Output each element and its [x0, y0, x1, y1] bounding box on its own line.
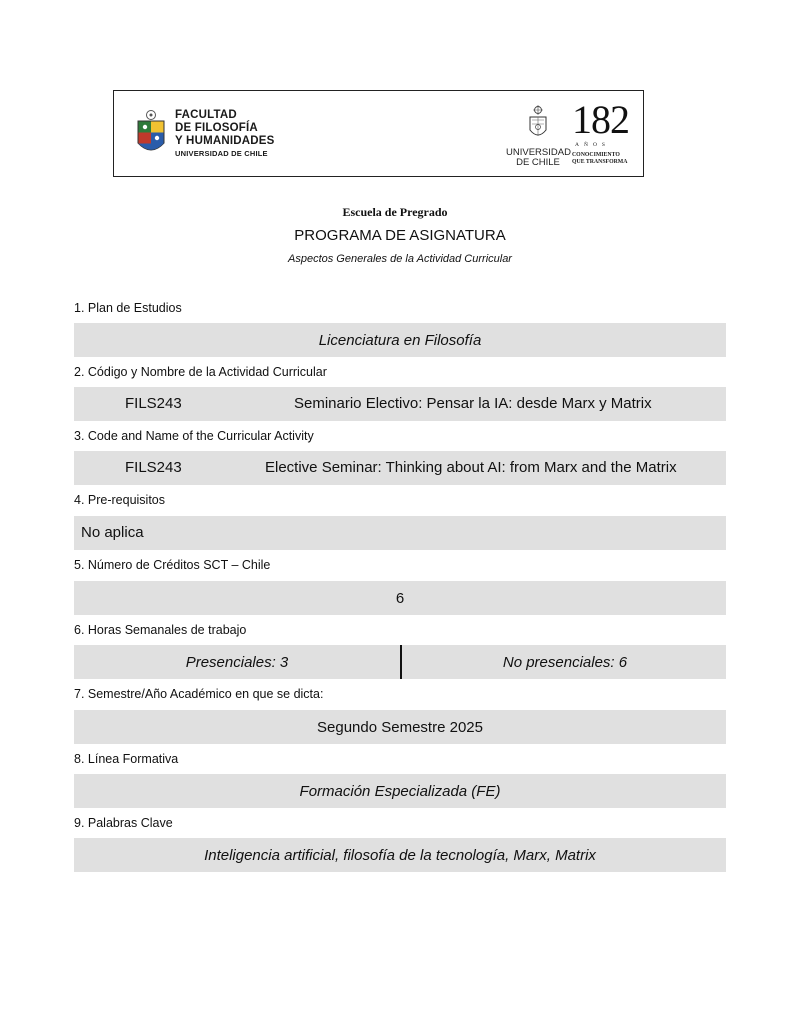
section-4-label: 4. Pre-requisitos — [74, 493, 166, 507]
prerequisites-field — [74, 516, 726, 550]
section-7-label: 7. Semestre/Año Académico en que se dicta: — [74, 687, 324, 701]
section-5-label: 5. Número de Créditos SCT – Chile — [74, 558, 271, 572]
study-plan-field — [74, 323, 726, 357]
credits-field — [74, 581, 726, 615]
faculty-line-1: FACULTAD — [175, 109, 237, 121]
section-1-label: 1. Plan de Estudios — [74, 301, 182, 315]
prerequisites-value: No aplica — [81, 524, 144, 541]
weekly-hours-field — [74, 645, 726, 679]
training-line-field — [74, 774, 726, 808]
training-line-value: Formación Especializada (FE) — [299, 782, 501, 800]
section-9-label: 9. Palabras Clave — [74, 816, 173, 830]
faculty-crest-icon — [134, 107, 168, 159]
course-name-en: Elective Seminar: Thinking about AI: from Marx and the Matrix — [265, 459, 677, 476]
credits-value: 6 — [395, 589, 405, 607]
faculty-line-2: DE FILOSOFÍA — [175, 122, 258, 134]
section-3-label: 3. Code and Name of the Curricular Activity — [74, 429, 314, 443]
faculty-wordmark — [175, 109, 275, 159]
keywords-value: Inteligencia artificial, filosofía de la tecnología, Marx, Matrix — [204, 846, 596, 864]
course-code-en: FILS243 — [125, 459, 182, 476]
program-title: PROGRAMA DE ASIGNATURA — [294, 227, 506, 244]
university-crest-icon — [526, 105, 550, 141]
anniversary-tagline — [572, 152, 627, 166]
anniversary-tagline-2: QUE TRANSFORMA — [572, 159, 628, 165]
remote-hours: No presenciales: 6 — [502, 653, 628, 671]
keywords-field — [74, 838, 726, 872]
header-banner — [113, 90, 644, 177]
faculty-subtitle: UNIVERSIDAD DE CHILE — [175, 149, 268, 158]
study-plan-value: Licenciatura en Filosofía — [318, 331, 482, 349]
course-code-name-en-field — [74, 451, 726, 485]
semester-field — [74, 710, 726, 744]
course-name-es: Seminario Electivo: Pensar la IA: desde Marx y Matrix — [294, 395, 652, 412]
university-wordmark — [506, 148, 570, 168]
program-subtitle: Aspectos Generales de la Actividad Curricular — [288, 253, 512, 265]
course-code-name-field — [74, 387, 726, 421]
section-6-label: 6. Horas Semanales de trabajo — [74, 623, 247, 637]
course-code: FILS243 — [125, 395, 182, 412]
university-line-2: DE CHILE — [516, 157, 560, 168]
anniversary-number: 182 — [572, 97, 629, 142]
school-title: Escuela de Pregrado — [342, 205, 448, 219]
anniversary-unit: AÑOS — [575, 142, 610, 148]
semester-value: Segundo Semestre 2025 — [317, 718, 483, 736]
anniversary-tagline-1: CONOCIMIENTO — [572, 152, 620, 158]
section-2-label: 2. Código y Nombre de la Actividad Curricular — [74, 365, 327, 379]
faculty-line-3: Y HUMANIDADES — [175, 135, 275, 147]
in-person-hours: Presenciales: 3 — [185, 653, 289, 671]
university-line-1: UNIVERSIDAD — [506, 147, 571, 158]
section-8-label: 8. Línea Formativa — [74, 752, 179, 766]
